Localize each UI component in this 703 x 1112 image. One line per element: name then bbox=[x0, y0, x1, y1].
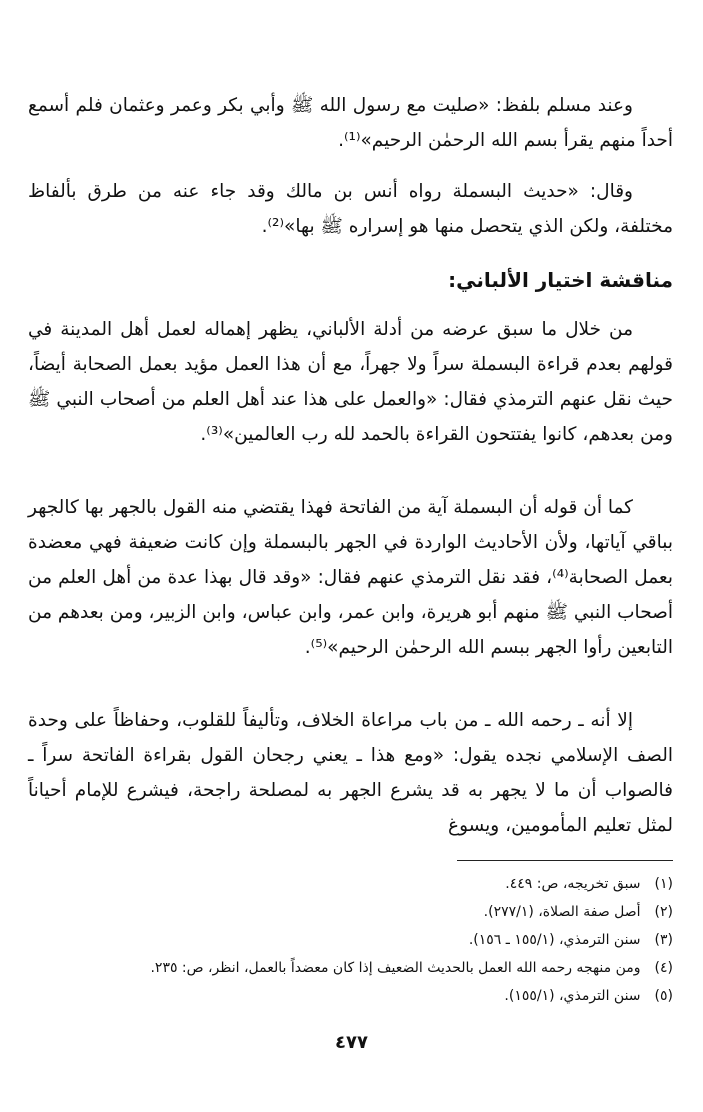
section-heading: مناقشة اختيار الألباني: bbox=[448, 268, 673, 292]
footnote-5: (٥)سنن الترمذي، (١٥٥/١). bbox=[504, 988, 673, 1004]
footnotes bbox=[28, 870, 673, 1010]
paragraph-basmala-verse: كما أن قوله أن البسملة آية من الفاتحة فهذا يقتضي منه القول بالجهر بها كالجهر بباقي آياتها، ولأن الأحاديث الواردة في الجهر بالبسملة وإن كانت ضعيفة فهي معضدة بعمل الصحابة⁽⁴⁾، فقد نقل الترمذي عنهم فقال: «وقد قال بهذا عدة من أهل العلم من أصحاب النبي ﷺ منهم أبو هريرة، وابن عمر، وابن عباس، وابن الزبير، ومن بعدهم من التابعين رأوا الجهر ببسم الله الرحمٰن الرحيم»⁽⁵⁾. bbox=[28, 497, 674, 658]
footnote-1: (١)سبق تخريجه، ص: ٤٤٩. bbox=[505, 876, 673, 892]
footnote-3: (٣)سنن الترمذي، (١٥٥/١ ـ ١٥٦). bbox=[468, 932, 673, 948]
footnote-separator bbox=[457, 860, 673, 861]
paragraph-anas-basmala: وقال: «حديث البسملة رواه أنس بن مالك وقد جاء عنه من طرق بألفاظ مختلفة، ولكن الذي يتحصل منها هو إسراره ﷺ بها»⁽²⁾. bbox=[28, 181, 673, 237]
page-number: ٤٧٧ bbox=[335, 1032, 368, 1053]
paragraph-consensus: إلا أنه ـ رحمه الله ـ من باب مراعاة الخلاف، وتأليفاً للقلوب، وحفاظاً على وحدة الصف الإسلامي نجده يقول: «ومع هذا ـ يعني رجحان القول بقراءة الفاتحة سراً ـ فالصواب أن ما لا يجهر به قد يشرع الجهر به لمصلحة راجحة، فيشرع للإمام أحياناً لمثل تعليم المأمومين، ويسوغ bbox=[28, 710, 673, 836]
paragraph-albani-discussion: من خلال ما سبق عرضه من أدلة الألباني، يظهر إهماله لعمل أهل المدينة في قولهم بعدم قراءة البسملة سراً ولا جهراً، مع أن هذا العمل مؤيد بعمل الصحابة أيضاً، حيث نقل عنهم الترمذي فقال: «والعمل على هذا عند أهل العلم من أصحاب النبي ﷺ ومن بعدهم، كانوا يفتتحون القراءة بالحمد لله رب العالمين»⁽³⁾. bbox=[28, 319, 673, 445]
footnote-4: (٤)ومن منهجه رحمه الله العمل بالحديث الضعيف إذا كان معضداً بالعمل، انظر، ص: ٢٣٥. bbox=[150, 960, 673, 976]
footnote-2: (٢)أصل صفة الصلاة، (٢٧٧/١). bbox=[483, 904, 673, 920]
paragraph-muslim-narration: وعند مسلم بلفظ: «صليت مع رسول الله ﷺ وأبي بكر وعمر وعثمان فلم أسمع أحداً منهم يقرأ بسم الله الرحمٰن الرحيم»⁽¹⁾. bbox=[28, 95, 673, 151]
